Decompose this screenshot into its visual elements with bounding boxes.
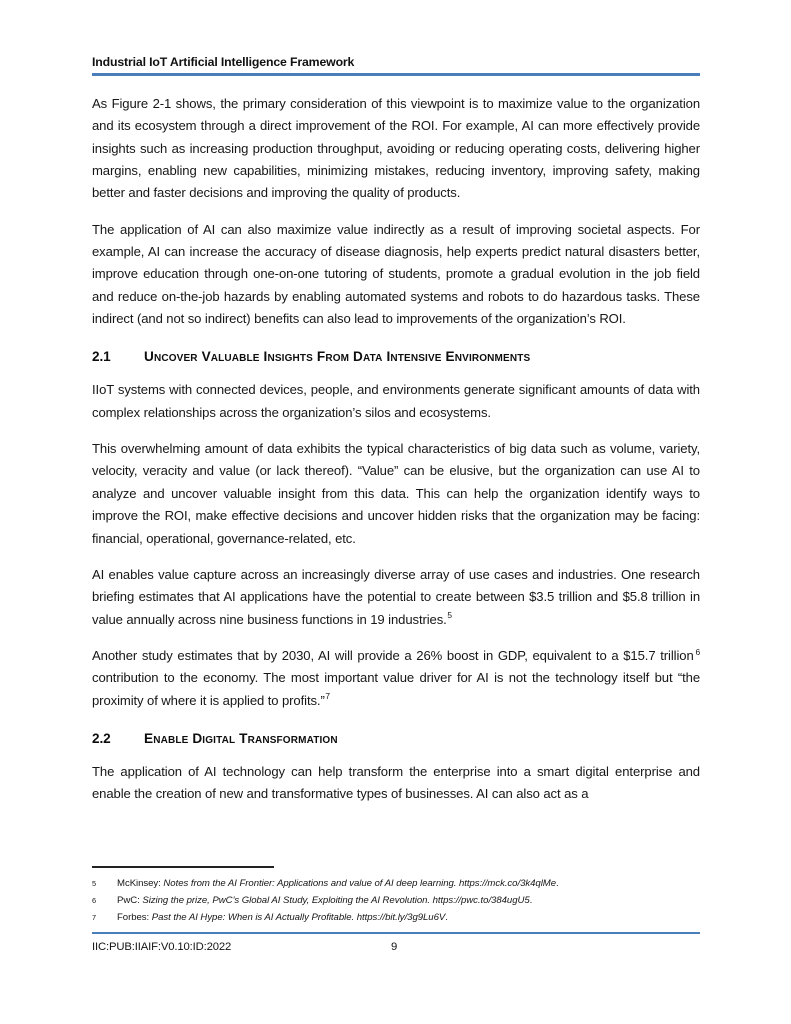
footnote-source: Forbes:: [117, 911, 152, 923]
footnote-source: McKinsey:: [117, 877, 164, 889]
footnote-marker: 6: [92, 895, 97, 905]
section-title-2-2: Enable Digital Transformation: [144, 730, 338, 746]
footnote-period: .: [445, 911, 448, 923]
section-title-2-1: Uncover Valuable Insights From Data Intensive Environments: [144, 349, 531, 365]
paragraph-societal-aspects: The application of AI can also maximize value indirectly as a result of improving societal aspects. For example, AI can increase the accuracy of disease diagnosis, help experts predict natural disasters better, improve education through one-on-one tutoring of students, promote a gradual evolution in the job field and reduce on-the-job hazards by enabling automated systems and robots to do hazardous tasks. These indirect (and not so indirect) benefits can also lead to improvements of the organization’s ROI.: [92, 221, 700, 327]
footnote-source: PwC:: [117, 894, 143, 906]
paragraph-big-data-characteristics: This overwhelming amount of data exhibits the typical characteristics of big data such as volume, variety, velocity, veracity and value (or lack thereof). “Value” can be elusive, but the organization can use AI to analyze and uncover valuable insight from this data. This can help the organization identify ways to improve the ROI, make effective decisions and uncover hidden risks that the organization may be facing: financial, operational, governance-related, etc.: [92, 441, 700, 546]
footer-row: [92, 941, 700, 957]
footnote-title[interactable]: Notes from the AI Frontier: Applications and value of AI deep learning. https://mck.co/3k4qlMe: [163, 877, 556, 889]
paragraph-gdp-boost-text-a: Another study estimates that by 2030, AI will provide a 26% boost in GDP, equivalent to a $15.7 trillion: [92, 647, 694, 663]
footnote-item: [92, 894, 712, 909]
paragraph-value-capture-text: AI enables value capture across an increasingly diverse array of use cases and industries. One research briefing estimates that AI applications have the potential to create between $3.5 trillion and $5.8 trillion in value annually across nine business functions in 19 industries.: [92, 566, 700, 627]
document-body: [92, 93, 700, 806]
section-heading-2-2: [92, 731, 700, 746]
footnote-reference-6[interactable]: 6: [695, 646, 700, 657]
footnote-item: [92, 911, 712, 926]
footnote-marker: 7: [92, 912, 97, 922]
header-divider-rule: [92, 73, 700, 76]
paragraph-intro-value-maximization: As Figure 2-1 shows, the primary consideration of this viewpoint is to maximize value to the organization and its ecosystem through a direct improvement of the ROI. For example, AI can more effectively provide insights such as increasing production throughput, avoiding or reducing operating costs, delivering higher margins, enabling new capabilities, minimizing mistakes, reducing inventory, improving safety, making better and faster decisions and improving the quality of products.: [92, 96, 700, 201]
footnote-title[interactable]: Sizing the prize, PwC’s Global AI Study, Exploiting the AI Revolution. https://pwc.to/384ugU5: [142, 894, 530, 906]
footer-page-number: 9: [391, 941, 398, 954]
footnote-period: .: [556, 877, 559, 889]
paragraph-iiot-systems: IIoT systems with connected devices, people, and environments generate significant amounts of data with complex relationships across the organization’s silos and ecosystems.: [92, 382, 700, 420]
footnote-item: [92, 877, 712, 892]
paragraph-gdp-boost: [92, 645, 700, 712]
page-footer: [92, 932, 700, 957]
footnote-text: [117, 911, 448, 926]
section-number-2-2: 2.2: [92, 730, 111, 746]
footnote-period: .: [529, 894, 533, 906]
paragraph-digital-transformation: The application of AI technology can help transform the enterprise into a smart digital enterprise and enable the creation of new and transformative types of businesses. AI can also act as a: [92, 763, 700, 802]
running-header-title: Industrial IoT Artificial Intelligence Framework: [92, 55, 355, 69]
section-heading-2-1: [92, 349, 700, 364]
running-header: [92, 55, 700, 76]
footer-document-id: IIC:PUB:IIAIF:V0.10:ID:2022: [92, 941, 232, 954]
footnote-reference-7[interactable]: 7: [325, 691, 330, 702]
section-number-2-1: 2.1: [92, 349, 111, 365]
footnote-marker: 5: [92, 878, 97, 888]
paragraph-gdp-boost-text-b: contribution to the economy. The most important value driver for AI is not the technology itself but “the proximity of where it is applied to profits.”: [92, 670, 700, 708]
footnote-separator-rule: [92, 866, 274, 868]
footnotes-area: [92, 866, 712, 928]
footnote-title[interactable]: Past the AI Hype: When is AI Actually Profitable. https://bit.ly/3g9Lu6V: [151, 911, 446, 923]
footnote-reference-5[interactable]: 5: [447, 610, 452, 621]
paragraph-value-capture: [92, 564, 700, 631]
footer-divider-rule: [92, 932, 700, 934]
footnote-text: [117, 894, 532, 909]
footnote-text: [117, 877, 559, 892]
